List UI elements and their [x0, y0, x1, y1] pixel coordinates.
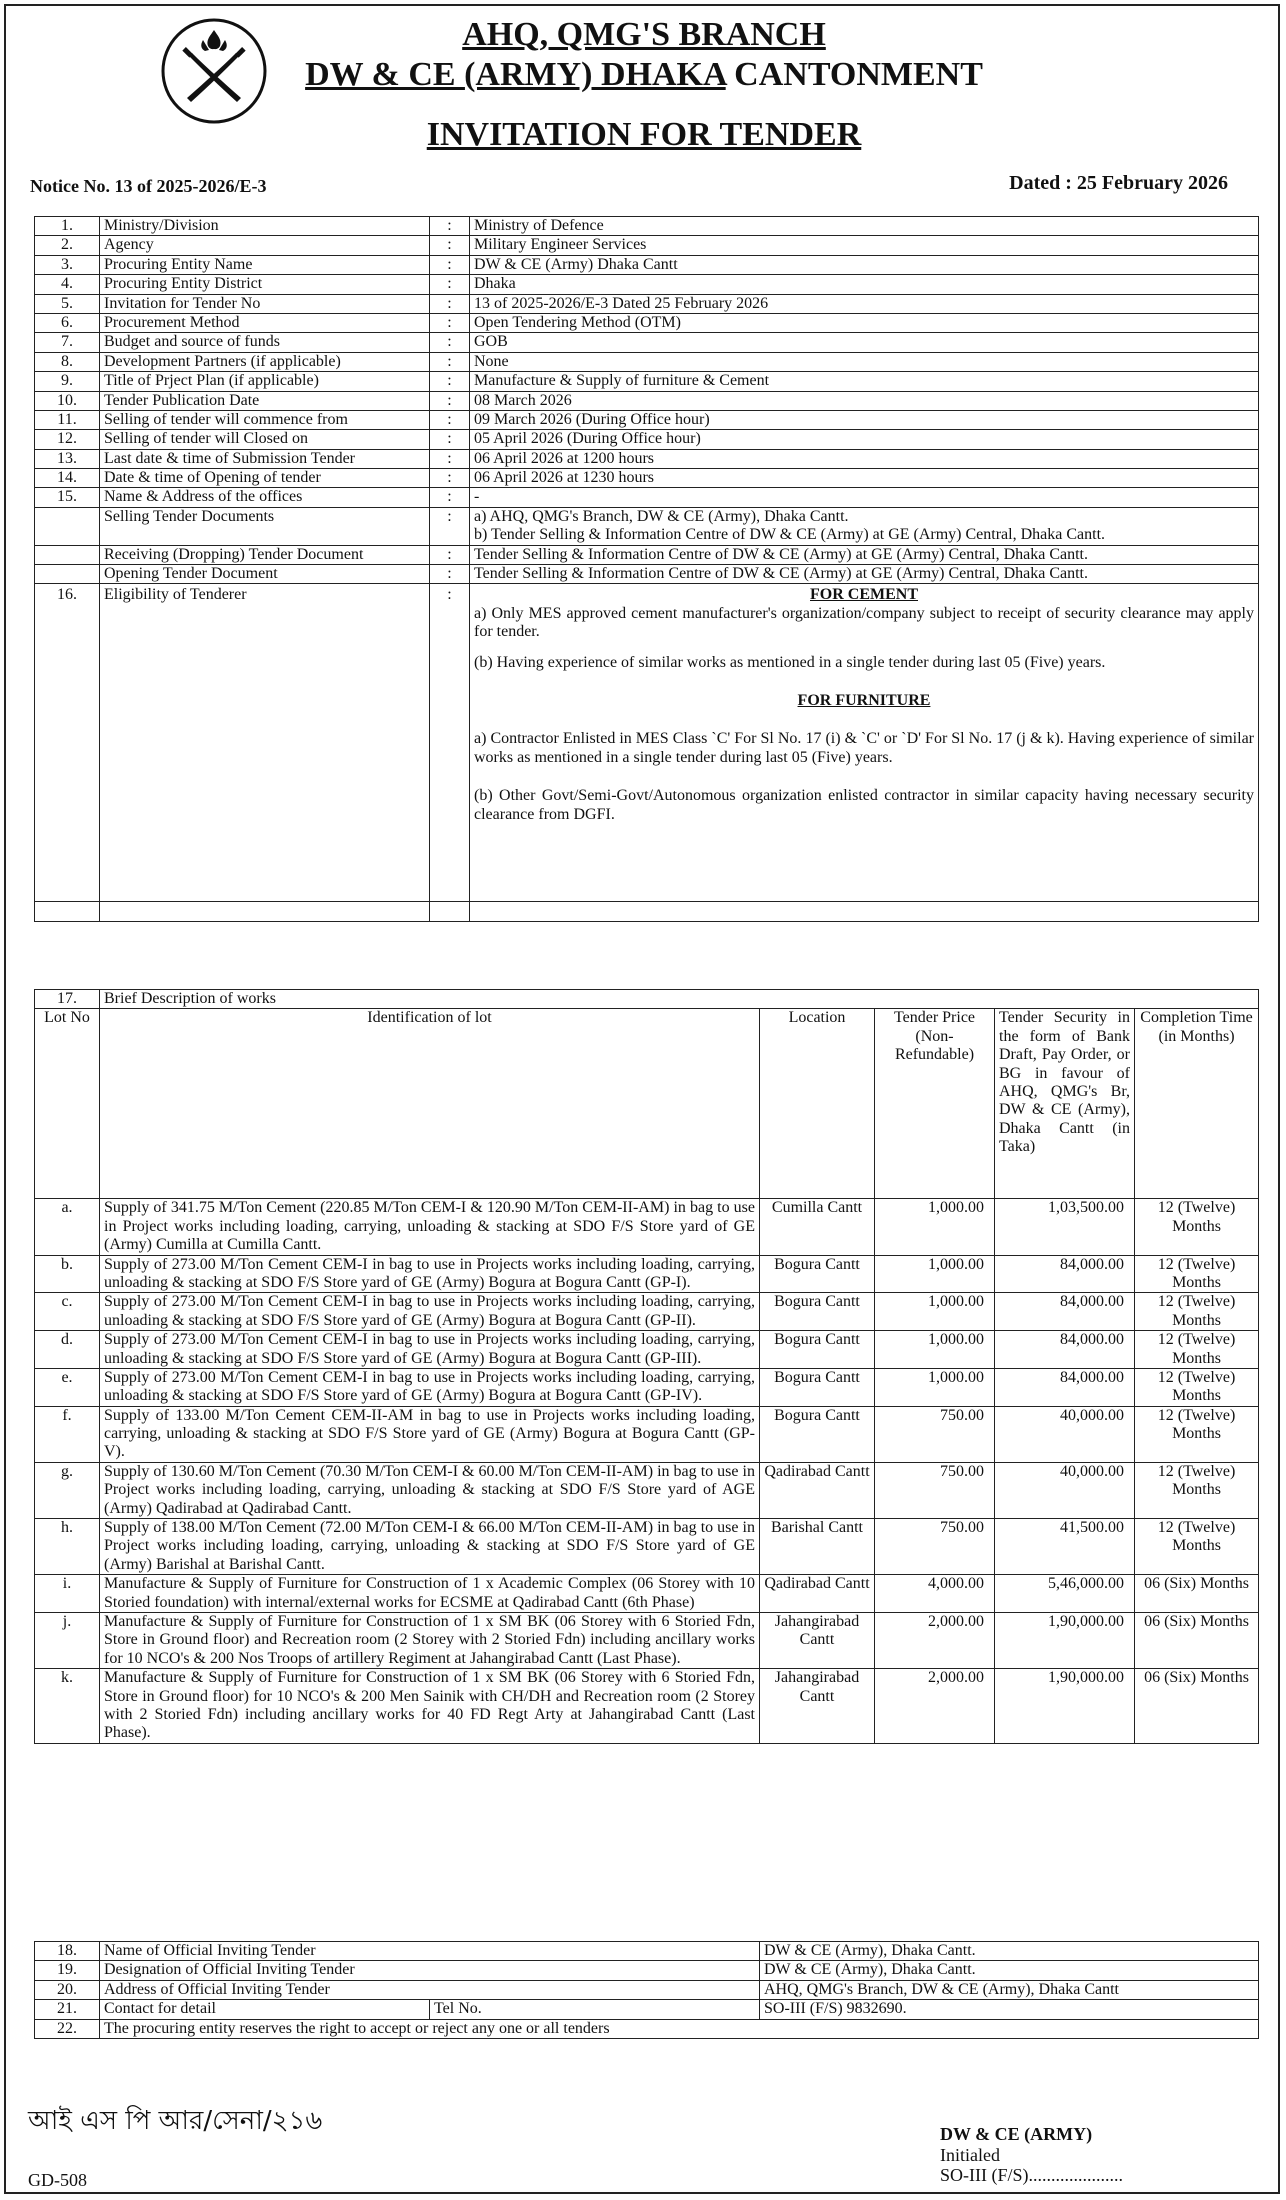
- lot-price: 1,000.00: [875, 1331, 995, 1369]
- form-code: GD-508: [28, 2170, 87, 2190]
- lot-description: Supply of 138.00 M/Ton Cement (72.00 M/Ton CEM-I & 66.00 M/Ton CEM-II-AM) in bag to use in Project works including loading, carrying, unloading & stacking at SDO F/S Store yard of GE (Army) Barishal at Barishal Cantt.: [100, 1519, 760, 1575]
- lot-description: Supply of 273.00 M/Ton Cement CEM-I in bag to use in Projects works including loading, carrying, unloading & stacking at SDO F/S Store yard of GE (Army) Bogura at Bogura Cantt (GP-II).: [100, 1293, 760, 1331]
- notice-number: Notice No. 13 of 2025-2026/E-3: [30, 176, 267, 196]
- info-label: Procurement Method: [100, 313, 430, 332]
- info-label: Name & Address of the offices: [100, 488, 430, 507]
- signature-block: DW & CE (ARMY) Initialed SO-III (F/S).....................: [940, 2124, 1123, 2186]
- lot-location: Bogura Cantt: [760, 1293, 875, 1331]
- info-no: 7.: [35, 333, 100, 352]
- lot-price: 1,000.00: [875, 1255, 995, 1293]
- lot-description: Manufacture & Supply of Furniture for Construction of 1 x SM BK (06 Storey with 6 Storied Fdn, Store in Ground floor) and Recreation room (2 Storey with 2 Storied Fdn) including ancillary works for 10 NCO's & 200 Nos Troops of artillery Regiment at Jahangirabad Cantt (Last Phase).: [100, 1612, 760, 1668]
- info-row: [35, 313, 1259, 332]
- info-label: Last date & time of Submission Tender: [100, 449, 430, 468]
- info-row: [35, 333, 1259, 352]
- info-sep: :: [430, 313, 470, 332]
- info-value: Ministry of Defence: [470, 217, 1259, 236]
- official-name-row: 18. Name of Official Inviting Tender DW & CE (Army), Dhaka Cantt.: [35, 1942, 1259, 1961]
- lot-location: Bogura Cantt: [760, 1406, 875, 1462]
- lot-security: 40,000.00: [995, 1462, 1135, 1518]
- info-row: [35, 275, 1259, 294]
- info-sep: :: [430, 352, 470, 371]
- lot-completion: 12 (Twelve) Months: [1135, 1199, 1259, 1255]
- info-no: 5.: [35, 294, 100, 313]
- header-branch: AHQ, QMG'S BRANCH: [462, 16, 826, 53]
- lot-row: [35, 1612, 1259, 1668]
- lot-price: 750.00: [875, 1462, 995, 1518]
- info-no: 11.: [35, 410, 100, 429]
- lot-no: j.: [35, 1612, 100, 1668]
- lot-row: [35, 1368, 1259, 1406]
- info-no: 4.: [35, 275, 100, 294]
- lot-completion: 12 (Twelve) Months: [1135, 1293, 1259, 1331]
- lot-security: 84,000.00: [995, 1255, 1135, 1293]
- notice-date: Dated : 25 February 2026: [1009, 172, 1228, 194]
- info-sep: :: [430, 430, 470, 449]
- lot-location: Bogura Cantt: [760, 1255, 875, 1293]
- info-label: Budget and source of funds: [100, 333, 430, 352]
- lot-row: [35, 1575, 1259, 1613]
- lot-price: 2,000.00: [875, 1612, 995, 1668]
- info-no: 13.: [35, 449, 100, 468]
- lot-security: 84,000.00: [995, 1293, 1135, 1331]
- works-header-row: [35, 1009, 1259, 1199]
- info-value: None: [470, 352, 1259, 371]
- info-value: DW & CE (Army) Dhaka Cantt: [470, 255, 1259, 274]
- info-row: [35, 372, 1259, 391]
- info-label: Agency: [100, 236, 430, 255]
- info-row: [35, 255, 1259, 274]
- header-office: DW & CE (ARMY) DHAKA CANTONMENT: [305, 56, 983, 93]
- works-table: [34, 989, 1259, 1744]
- col-location: Location: [760, 1009, 875, 1199]
- info-label: Selling of tender will commence from: [100, 410, 430, 429]
- col-price: Tender Price (Non-Refundable): [875, 1009, 995, 1199]
- lot-description: Supply of 273.00 M/Ton Cement CEM-I in bag to use in Projects works including loading, carrying, unloading & stacking at SDO F/S Store yard of GE (Army) Bogura at Bogura Cantt (GP-III).: [100, 1331, 760, 1369]
- lot-no: d.: [35, 1331, 100, 1369]
- offices-selling-row: Selling Tender Documents : a) AHQ, QMG's Branch, DW & CE (Army), Dhaka Cantt. b) Tender Selling & Information Centre of DW & CE (Army) at GE (Army) Central, Dhaka Cantt.: [35, 507, 1259, 545]
- official-designation-row: 19. Designation of Official Inviting Tender DW & CE (Army), Dhaka Cantt.: [35, 1961, 1259, 1980]
- lot-row: [35, 1331, 1259, 1369]
- info-no: 12.: [35, 430, 100, 449]
- lot-security: 41,500.00: [995, 1519, 1135, 1575]
- lot-description: Supply of 341.75 M/Ton Cement (220.85 M/Ton CEM-I & 120.90 M/Ton CEM-II-AM) in bag to use in Project works including loading, carrying, unloading & stacking at SDO F/S Store yard of GE (Army) Cumilla at Cumilla Cantt.: [100, 1199, 760, 1255]
- lot-security: 1,03,500.00: [995, 1199, 1135, 1255]
- eligibility-row: 16. Eligibility of Tenderer : FOR CEMENT a) Only MES approved cement manufacturer's organization/company subject to receipt of security clearance may apply for tender. (b) Having experience of similar works as mentioned in a single tender during last 05 (Five) years. FOR FURNITURE a) Contractor Enlisted in MES Class `C' For Sl No. 17 (i) & `C' or `D' For Sl No. 17 (j & k). Having experience of similar works as mentioned in a single tender during last 05 (Five) years. (b) Other Govt/Semi-Govt/Autonomous organization enlisted contractor in similar capacity having necessary security clearance from DGFI.: [35, 584, 1259, 902]
- lot-completion: 12 (Twelve) Months: [1135, 1331, 1259, 1369]
- lot-no: k.: [35, 1669, 100, 1744]
- info-sep: :: [430, 294, 470, 313]
- lot-location: Qadirabad Cantt: [760, 1462, 875, 1518]
- col-identification: Identification of lot: [100, 1009, 760, 1199]
- lot-security: 84,000.00: [995, 1368, 1135, 1406]
- lot-completion: 12 (Twelve) Months: [1135, 1368, 1259, 1406]
- lot-description: Supply of 133.00 M/Ton Cement CEM-II-AM in bag to use in Projects works including loading, carrying, unloading & stacking at SDO F/S Store yard of GE (Army) Bogura at Bogura Cantt (GP-V).: [100, 1406, 760, 1462]
- info-row: [35, 217, 1259, 236]
- furniture-heading: FOR FURNITURE: [797, 691, 931, 709]
- lot-no: a.: [35, 1199, 100, 1255]
- lot-price: 750.00: [875, 1406, 995, 1462]
- info-sep: :: [430, 449, 470, 468]
- official-info-table: [34, 1941, 1259, 2039]
- info-row: [35, 469, 1259, 488]
- offices-receiving-row: Receiving (Dropping) Tender Document : Tender Selling & Information Centre of DW & CE (Army) at GE (Army) Central, Dhaka Cantt.: [35, 545, 1259, 564]
- info-value: Dhaka: [470, 275, 1259, 294]
- lot-price: 1,000.00: [875, 1293, 995, 1331]
- info-row: [35, 236, 1259, 255]
- lot-description: Supply of 273.00 M/Ton Cement CEM-I in bag to use in Projects works including loading, carrying, unloading & stacking at SDO F/S Store yard of GE (Army) Bogura at Bogura Cantt (GP-IV).: [100, 1368, 760, 1406]
- lot-location: Jahangirabad Cantt: [760, 1612, 875, 1668]
- info-no: 3.: [35, 255, 100, 274]
- info-label: Date & time of Opening of tender: [100, 469, 430, 488]
- info-sep: :: [430, 469, 470, 488]
- lot-price: 1,000.00: [875, 1199, 995, 1255]
- info-value: 06 April 2026 at 1200 hours: [470, 449, 1259, 468]
- contact-row: 21. Contact for detail Tel No. SO-III (F/S) 9832690.: [35, 2000, 1259, 2019]
- info-sep: :: [430, 391, 470, 410]
- lot-no: e.: [35, 1368, 100, 1406]
- bangla-reference: আই এস পি আর/সেনা/২১৬: [28, 2106, 323, 2136]
- lot-price: 750.00: [875, 1519, 995, 1575]
- lot-completion: 06 (Six) Months: [1135, 1669, 1259, 1744]
- info-label: Procuring Entity Name: [100, 255, 430, 274]
- works-heading-row: 17. Brief Description of works: [35, 990, 1259, 1009]
- info-no: 8.: [35, 352, 100, 371]
- lot-row: [35, 1462, 1259, 1518]
- lot-location: Qadirabad Cantt: [760, 1575, 875, 1613]
- info-no: 1.: [35, 217, 100, 236]
- info-label: Ministry/Division: [100, 217, 430, 236]
- info-sep: :: [430, 217, 470, 236]
- lot-description: Manufacture & Supply of Furniture for Construction of 1 x Academic Complex (06 Storey with 10 Storied foundation) with internal/external works for ECSME at Qadirabad Cantt (6th Phase): [100, 1575, 760, 1613]
- lot-price: 2,000.00: [875, 1669, 995, 1744]
- info-row: [35, 449, 1259, 468]
- info-no: 2.: [35, 236, 100, 255]
- lot-row: [35, 1669, 1259, 1744]
- info-row: [35, 430, 1259, 449]
- info-value: Military Engineer Services: [470, 236, 1259, 255]
- lot-row: [35, 1519, 1259, 1575]
- lot-security: 1,90,000.00: [995, 1669, 1135, 1744]
- info-sep: :: [430, 236, 470, 255]
- lot-completion: 06 (Six) Months: [1135, 1575, 1259, 1613]
- info-sep: :: [430, 488, 470, 507]
- lot-location: Bogura Cantt: [760, 1331, 875, 1369]
- blank-row: [35, 902, 1259, 922]
- page-title: INVITATION FOR TENDER: [426, 116, 862, 153]
- lot-no: c.: [35, 1293, 100, 1331]
- info-no: 6.: [35, 313, 100, 332]
- lot-location: Cumilla Cantt: [760, 1199, 875, 1255]
- info-label: Tender Publication Date: [100, 391, 430, 410]
- info-label: Procuring Entity District: [100, 275, 430, 294]
- info-no: 14.: [35, 469, 100, 488]
- lot-security: 1,90,000.00: [995, 1612, 1135, 1668]
- lot-row: [35, 1406, 1259, 1462]
- lot-completion: 06 (Six) Months: [1135, 1612, 1259, 1668]
- official-address-row: 20. Address of Official Inviting Tender AHQ, QMG's Branch, DW & CE (Army), Dhaka Cantt: [35, 1980, 1259, 1999]
- col-completion: Completion Time (in Months): [1135, 1009, 1259, 1199]
- info-label: Selling of tender will Closed on: [100, 430, 430, 449]
- info-value: 05 April 2026 (During Office hour): [470, 430, 1259, 449]
- info-no: 10.: [35, 391, 100, 410]
- lot-description: Supply of 273.00 M/Ton Cement CEM-I in bag to use in Projects works including loading, carrying, unloading & stacking at SDO F/S Store yard of GE (Army) Bogura at Bogura Cantt (GP-I).: [100, 1255, 760, 1293]
- info-row: [35, 391, 1259, 410]
- info-label: Development Partners (if applicable): [100, 352, 430, 371]
- tender-notice-page: [4, 4, 1280, 2194]
- info-value: Open Tendering Method (OTM): [470, 313, 1259, 332]
- lot-no: h.: [35, 1519, 100, 1575]
- tender-info-table: [34, 216, 1259, 922]
- lot-location: Barishal Cantt: [760, 1519, 875, 1575]
- lot-completion: 12 (Twelve) Months: [1135, 1462, 1259, 1518]
- col-security: Tender Security in the form of Bank Draft, Pay Order, or BG in favour of AHQ, QMG's Br, DW & CE (Army), Dhaka Cantt (in Taka): [995, 1009, 1135, 1199]
- lot-location: Bogura Cantt: [760, 1368, 875, 1406]
- lot-no: b.: [35, 1255, 100, 1293]
- lot-no: i.: [35, 1575, 100, 1613]
- info-value: 08 March 2026: [470, 391, 1259, 410]
- info-sep: :: [430, 275, 470, 294]
- info-value: Manufacture & Supply of furniture & Cement: [470, 372, 1259, 391]
- lot-security: 5,46,000.00: [995, 1575, 1135, 1613]
- rights-row: 22. The procuring entity reserves the right to accept or reject any one or all tenders: [35, 2019, 1259, 2038]
- info-sep: :: [430, 333, 470, 352]
- info-value: -: [470, 488, 1259, 507]
- info-sep: :: [430, 410, 470, 429]
- info-row: [35, 410, 1259, 429]
- info-value: 09 March 2026 (During Office hour): [470, 410, 1259, 429]
- info-value: 06 April 2026 at 1230 hours: [470, 469, 1259, 488]
- info-no: 9.: [35, 372, 100, 391]
- cement-heading: FOR CEMENT: [810, 586, 918, 604]
- lot-price: 4,000.00: [875, 1575, 995, 1613]
- info-row: [35, 488, 1259, 507]
- lot-completion: 12 (Twelve) Months: [1135, 1519, 1259, 1575]
- lot-security: 84,000.00: [995, 1331, 1135, 1369]
- offices-opening-row: Opening Tender Document : Tender Selling & Information Centre of DW & CE (Army) at GE (Army) Central, Dhaka Cantt.: [35, 565, 1259, 584]
- lot-completion: 12 (Twelve) Months: [1135, 1406, 1259, 1462]
- lot-row: [35, 1293, 1259, 1331]
- lot-description: Supply of 130.60 M/Ton Cement (70.30 M/Ton CEM-I & 60.00 M/Ton CEM-II-AM) in bag to use in Project works including loading, carrying, unloading & stacking at SDO F/S Store yard of AGE (Army) Qadirabad at Qadirabad Cantt.: [100, 1462, 760, 1518]
- info-value: GOB: [470, 333, 1259, 352]
- info-value: 13 of 2025-2026/E-3 Dated 25 February 2026: [470, 294, 1259, 313]
- info-label: Title of Prject Plan (if applicable): [100, 372, 430, 391]
- lot-row: [35, 1199, 1259, 1255]
- lot-completion: 12 (Twelve) Months: [1135, 1255, 1259, 1293]
- info-label: Invitation for Tender No: [100, 294, 430, 313]
- lot-description: Manufacture & Supply of Furniture for Construction of 1 x SM BK (06 Storey with 6 Storied Fdn, Store in Ground floor) for 10 NCO's & 200 Men Sainik with CH/DH and Recreation room (2 Storey with 2 Storied Fdn) including ancillary works for 40 FD Regt Arty at Jahangirabad Cantt (Last Phase).: [100, 1669, 760, 1744]
- info-row: [35, 352, 1259, 371]
- col-lot: Lot No: [35, 1009, 100, 1199]
- info-sep: :: [430, 255, 470, 274]
- lot-location: Jahangirabad Cantt: [760, 1669, 875, 1744]
- lot-price: 1,000.00: [875, 1368, 995, 1406]
- lot-security: 40,000.00: [995, 1406, 1135, 1462]
- lot-no: g.: [35, 1462, 100, 1518]
- info-row: [35, 294, 1259, 313]
- lot-row: [35, 1255, 1259, 1293]
- lot-no: f.: [35, 1406, 100, 1462]
- info-no: 15.: [35, 488, 100, 507]
- info-sep: :: [430, 372, 470, 391]
